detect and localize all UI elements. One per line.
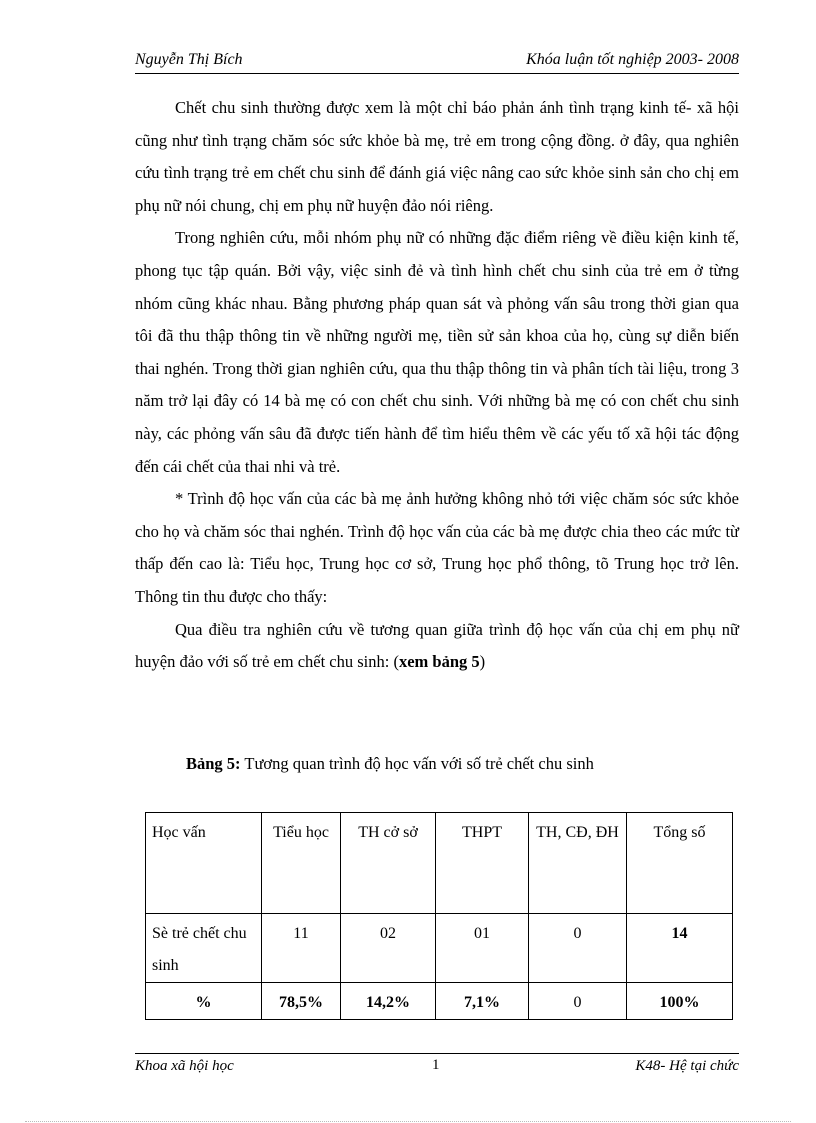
table-cell-total: 100% <box>627 983 733 1020</box>
header-author: Nguyễn Thị Bích <box>135 51 243 68</box>
paragraph-4 <box>135 614 739 679</box>
table-cell: 0 <box>529 983 627 1020</box>
table-cell: % <box>146 983 262 1020</box>
table-header-row <box>146 813 733 914</box>
table-header-cell: TH, CĐ, ĐH <box>529 813 627 914</box>
education-table <box>145 812 733 1020</box>
footer-class: K48- Hệ tại chức <box>635 1058 739 1074</box>
table-row <box>146 983 733 1020</box>
table-cell: 11 <box>262 914 341 983</box>
table-row <box>146 914 733 983</box>
table-header-cell: THPT <box>436 813 529 914</box>
caption-text: Tương quan trình độ học vấn với số trẻ chết chu sinh <box>240 754 594 773</box>
table-header-cell: Học vấn <box>146 813 262 914</box>
table-cell: Sè trẻ chết chu sinh <box>146 914 262 983</box>
table-cell: 14,2% <box>341 983 436 1020</box>
page-footer <box>135 1053 739 1080</box>
table-caption <box>186 752 746 776</box>
paragraph-2: Trong nghiên cứu, mỗi nhóm phụ nữ có những đặc điểm riêng về điều kiện kinh tế, phong tục tập quán. Bởi vậy, việc sinh đẻ và tình hình chết chu sinh của trẻ em ở từng nhóm cũng khác nhau. Bằng phương pháp quan sát và phỏng vấn sâu trong thời gian qua tôi đã thu thập thông tin về những người mẹ, tiền sử sản khoa của họ, cùng sự diễn biến thai nghén. Trong thời gian nghiên cứu, qua thu thập thông tin và phân tích tài liệu, trong 3 năm trở lại đây có 14 bà mẹ có con chết chu sinh. Với những bà mẹ có con chết chu sinh này, các phỏng vấn sâu đã được tiến hành để tìm hiểu thêm về các yếu tố xã hội tác động đến cái chết của thai nhi và trẻ. <box>135 228 739 476</box>
footer-department: Khoa xã hội học <box>135 1058 234 1074</box>
body-text <box>135 92 739 679</box>
paragraph-1: Chết chu sinh thường được xem là một chỉ báo phản ánh tình trạng kinh tế- xã hội cũng như tình trạng chăm sóc sức khỏe bà mẹ, trẻ em trong cộng đồng. ở đây, qua nghiên cứu tình trạng trẻ em chết chu sinh để đánh giá việc nâng cao sức khỏe sinh sản cho chị em phụ nữ nói chung, chị em phụ nữ huyện đảo nói riêng. <box>135 98 739 215</box>
table-reference: xem bảng 5 <box>398 652 480 672</box>
table-header-cell: TH cở sở <box>341 813 436 914</box>
caption-label: Bảng 5: <box>186 754 241 773</box>
table-cell: 0 <box>529 914 627 983</box>
table-cell-total: 14 <box>627 914 733 983</box>
paragraph-4-close: ) <box>479 652 486 672</box>
table-header-cell: Tiểu học <box>262 813 341 914</box>
page-edge-divider <box>25 1121 791 1122</box>
header-thesis-title: Khóa luận tốt nghiệp 2003- 2008 <box>526 51 739 68</box>
table-cell: 78,5% <box>262 983 341 1020</box>
table-cell: 01 <box>436 914 529 983</box>
page-number: 1 <box>432 1057 440 1073</box>
paragraph-3: * Trình độ học vấn của các bà mẹ ảnh hưởng không nhỏ tới việc chăm sóc sức khỏe cho họ và chăm sóc thai nghén. Trình độ học vấn của các bà mẹ được chia theo các mức từ thấp đến cao là: Tiểu học, Trung học cơ sở, Trung học phổ thông, tõ Trung học trở lên. Thông tin thu được cho thấy: <box>135 489 739 606</box>
page-header <box>135 49 739 74</box>
table-cell: 02 <box>341 914 436 983</box>
table-header-cell: Tổng số <box>627 813 733 914</box>
table-cell: 7,1% <box>436 983 529 1020</box>
paragraph-4-text: Qua điều tra nghiên cứu về tương quan giữa trình độ học vấn của chị em phụ nữ huyện đảo với số trẻ em chết chu sinh: ( <box>135 619 739 672</box>
